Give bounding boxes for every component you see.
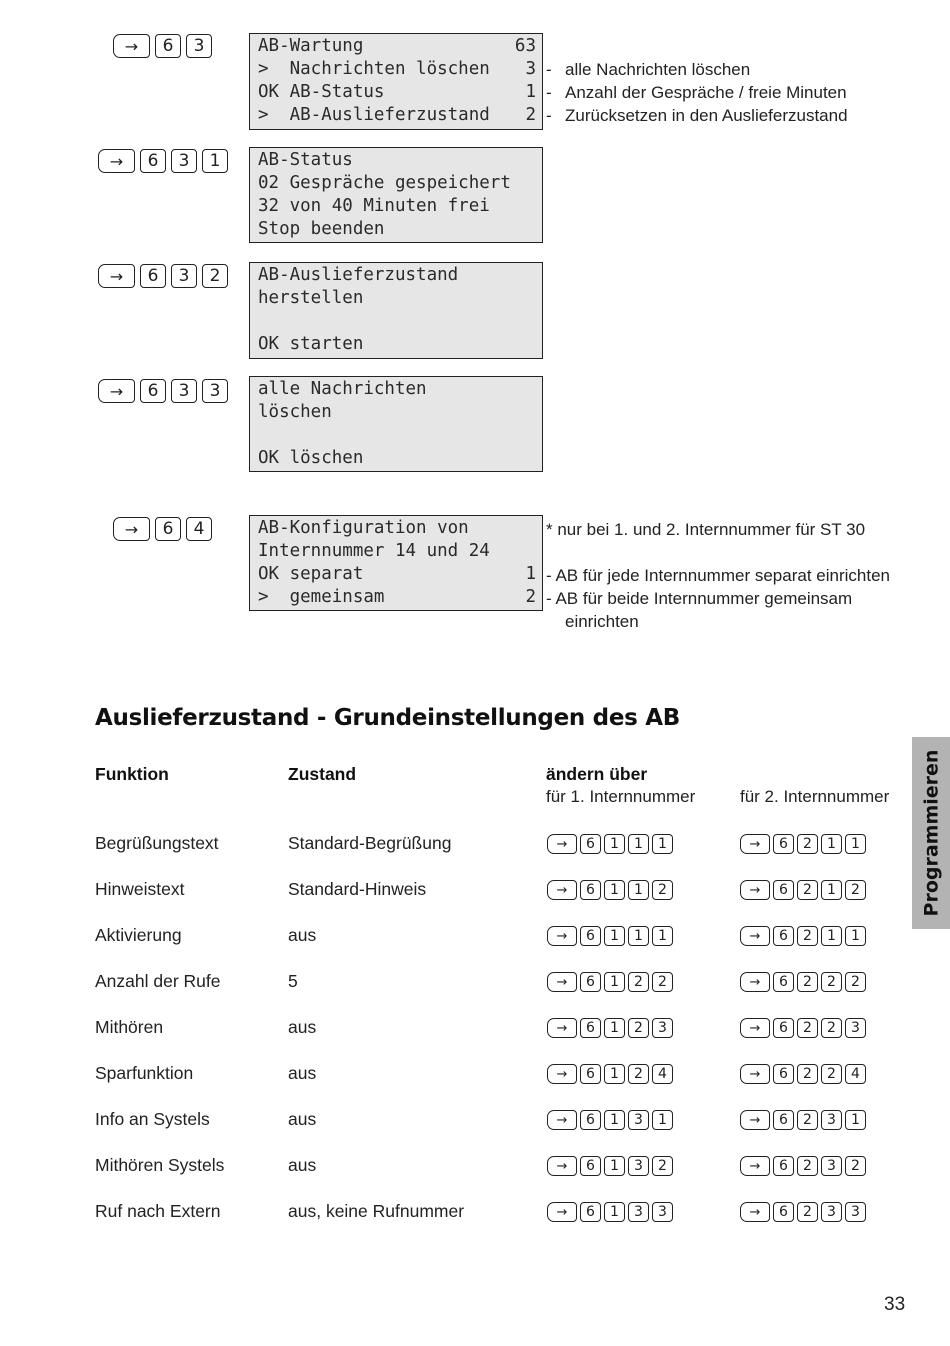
arrow-key-icon: → — [740, 1202, 770, 1222]
digit-key: 6 — [773, 1156, 794, 1176]
digit-key: 6 — [580, 972, 601, 992]
digit-key: 3 — [821, 1202, 842, 1222]
arrow-key-icon: → — [547, 972, 577, 992]
display-line-text: > AB-Auslieferzustand — [258, 105, 490, 125]
note-line — [546, 587, 852, 610]
table-cell-funktion: Begrüßungstext — [95, 833, 219, 853]
lcd-display-nachrichten-loeschen — [249, 376, 543, 472]
key-sequence-keys2 — [740, 1202, 866, 1222]
page-number: 33 — [884, 1294, 906, 1315]
digit-key: 1 — [628, 880, 649, 900]
digit-key: 1 — [628, 926, 649, 946]
note-dash: - — [546, 566, 552, 585]
digit-key: 3 — [821, 1156, 842, 1176]
digit-key: 3 — [171, 379, 197, 403]
display-line-text: OK separat — [258, 564, 364, 584]
digit-key: 1 — [628, 834, 649, 854]
table-cell-funktion: Sparfunktion — [95, 1063, 194, 1083]
note-text: Zurücksetzen in den Auslieferzustand — [565, 106, 848, 125]
key-sequence-keys1 — [547, 1202, 673, 1222]
digit-key: 3 — [628, 1156, 649, 1176]
note-text: AB für beide Internnummer gemeinsam — [555, 589, 853, 608]
display-line-text: Stop beenden — [258, 219, 385, 239]
digit-key: 6 — [773, 1018, 794, 1038]
table-cell-zustand: Standard-Hinweis — [288, 879, 427, 899]
digit-key: 1 — [652, 926, 673, 946]
table-cell-funktion: Ruf nach Extern — [95, 1201, 221, 1221]
key-sequence-6-4 — [113, 517, 212, 541]
display-line-text: 32 von 40 Minuten frei — [258, 196, 490, 216]
digit-key: 3 — [652, 1202, 673, 1222]
display-line — [258, 563, 536, 586]
display-line — [258, 218, 536, 241]
display-line-text: AB-Wartung — [258, 36, 364, 56]
arrow-key-icon: → — [740, 834, 770, 854]
digit-key: 3 — [202, 379, 228, 403]
table-cell-zustand: aus — [288, 1155, 317, 1175]
column-header-zustand: Zustand — [288, 764, 357, 784]
lcd-display-auslieferzustand — [249, 262, 543, 359]
digit-key: 6 — [773, 972, 794, 992]
subheader-intern2: für 2. Internnummer — [740, 787, 890, 806]
arrow-key-icon: → — [740, 1156, 770, 1176]
note-dash: - — [546, 83, 552, 102]
note-dash: - — [546, 60, 552, 79]
digit-key: 4 — [845, 1064, 866, 1084]
display-line — [258, 81, 536, 104]
digit-key: 2 — [797, 880, 818, 900]
digit-key: 1 — [604, 1064, 625, 1084]
key-sequence-keys1 — [547, 880, 673, 900]
display-line — [258, 58, 536, 81]
digit-key: 6 — [773, 1202, 794, 1222]
digit-key: 2 — [821, 1064, 842, 1084]
arrow-key-icon: → — [113, 34, 150, 58]
display-line-text: Internnummer 14 und 24 — [258, 541, 490, 561]
digit-key: 1 — [821, 880, 842, 900]
digit-key: 6 — [580, 1064, 601, 1084]
arrow-key-icon: → — [98, 264, 135, 288]
arrow-key-icon: → — [740, 972, 770, 992]
digit-key: 2 — [797, 834, 818, 854]
digit-key: 6 — [580, 1110, 601, 1130]
digit-key: 1 — [604, 972, 625, 992]
table-cell-zustand: aus — [288, 1017, 317, 1037]
digit-key: 3 — [628, 1110, 649, 1130]
digit-key: 3 — [845, 1018, 866, 1038]
digit-key: 2 — [821, 1018, 842, 1038]
key-sequence-keys2 — [740, 926, 866, 946]
arrow-key-icon: → — [547, 1202, 577, 1222]
display-line-text: herstellen — [258, 288, 364, 308]
display-line-text: 02 Gespräche gespeichert — [258, 173, 511, 193]
display-line — [258, 540, 536, 563]
lcd-display-ab-status — [249, 147, 543, 243]
digit-key: 2 — [628, 1018, 649, 1038]
digit-key: 1 — [652, 834, 673, 854]
digit-key: 1 — [604, 1018, 625, 1038]
display-line-text: > gemeinsam — [258, 587, 385, 607]
key-sequence-keys2 — [740, 1064, 866, 1084]
digit-key: 3 — [821, 1110, 842, 1130]
arrow-key-icon: → — [740, 1064, 770, 1084]
key-sequence-keys1 — [547, 1018, 673, 1038]
digit-key: 6 — [580, 1202, 601, 1222]
key-sequence-keys1 — [547, 834, 673, 854]
display-line — [258, 35, 536, 58]
arrow-key-icon: → — [547, 1064, 577, 1084]
digit-key: 2 — [797, 926, 818, 946]
display-line-text: > Nachrichten löschen — [258, 59, 490, 79]
display-line-value: 2 — [525, 105, 536, 125]
lcd-display-ab-konfiguration — [249, 515, 543, 611]
digit-key: 6 — [140, 264, 166, 288]
display-line-value: 1 — [525, 82, 536, 102]
table-cell-funktion: Hinweistext — [95, 879, 185, 899]
table-cell-funktion: Info an Systels — [95, 1109, 210, 1129]
key-sequence-keys2 — [740, 972, 866, 992]
display-line-text: alle Nachrichten — [258, 379, 427, 399]
key-sequence-keys2 — [740, 1156, 866, 1176]
digit-key: 1 — [604, 1110, 625, 1130]
display-line — [258, 424, 536, 447]
digit-key: 2 — [652, 880, 673, 900]
key-sequence-keys2 — [740, 1110, 866, 1130]
digit-key: 2 — [797, 1018, 818, 1038]
digit-key: 1 — [604, 1202, 625, 1222]
arrow-key-icon: → — [98, 149, 135, 173]
digit-key: 3 — [845, 1202, 866, 1222]
display-line — [258, 310, 536, 333]
note-dash: - — [546, 589, 552, 608]
digit-key: 6 — [773, 880, 794, 900]
subheader-intern1: für 1. Internnummer — [546, 787, 696, 806]
display-line — [258, 172, 536, 195]
digit-key: 2 — [797, 972, 818, 992]
note-line — [546, 58, 750, 81]
digit-key: 2 — [628, 972, 649, 992]
display-line — [258, 401, 536, 424]
table-cell-zustand: aus — [288, 1109, 317, 1129]
side-tab — [912, 737, 950, 929]
digit-key: 2 — [797, 1202, 818, 1222]
digit-key: 1 — [821, 926, 842, 946]
note-dash: - — [546, 106, 552, 125]
key-sequence-6-3-2 — [98, 264, 228, 288]
display-line-text: OK AB-Status — [258, 82, 385, 102]
display-line — [258, 149, 536, 172]
digit-key: 6 — [580, 880, 601, 900]
display-line — [258, 264, 536, 287]
digit-key: 2 — [652, 972, 673, 992]
digit-key: 1 — [845, 926, 866, 946]
table-cell-zustand: aus — [288, 1063, 317, 1083]
display-line — [258, 586, 536, 609]
display-line-text: OK löschen — [258, 448, 364, 468]
digit-key: 4 — [186, 517, 212, 541]
key-sequence-6-3-1 — [98, 149, 228, 173]
table-cell-funktion: Anzahl der Rufe — [95, 971, 221, 991]
arrow-key-icon: → — [547, 1110, 577, 1130]
display-line — [258, 517, 536, 540]
digit-key: 6 — [580, 926, 601, 946]
digit-key: 2 — [845, 880, 866, 900]
display-line-text: AB-Konfiguration von — [258, 518, 469, 538]
digit-key: 1 — [821, 834, 842, 854]
display-line — [258, 195, 536, 218]
arrow-key-icon: → — [740, 1018, 770, 1038]
key-sequence-6-3 — [113, 34, 212, 58]
display-line — [258, 447, 536, 470]
digit-key: 1 — [845, 1110, 866, 1130]
digit-key: 6 — [773, 1064, 794, 1084]
key-sequence-keys1 — [547, 926, 673, 946]
star-note: * nur bei 1. und 2. Internnummer für ST 30 — [546, 520, 866, 539]
display-line-value: 3 — [525, 59, 536, 79]
digit-key: 2 — [797, 1064, 818, 1084]
table-cell-funktion: Mithören — [95, 1017, 164, 1037]
digit-key: 1 — [604, 926, 625, 946]
digit-key: 3 — [628, 1202, 649, 1222]
note-text: alle Nachrichten löschen — [565, 60, 751, 79]
display-line — [258, 104, 536, 127]
display-line — [258, 333, 536, 356]
display-line — [258, 287, 536, 310]
digit-key: 3 — [186, 34, 212, 58]
key-sequence-keys2 — [740, 834, 866, 854]
arrow-key-icon: → — [547, 1156, 577, 1176]
digit-key: 3 — [171, 149, 197, 173]
arrow-key-icon: → — [547, 926, 577, 946]
note-line — [546, 81, 847, 104]
table-cell-zustand: Standard-Begrüßung — [288, 833, 452, 853]
note-line — [546, 564, 890, 587]
digit-key: 2 — [652, 1156, 673, 1176]
lcd-display-ab-wartung — [249, 33, 543, 130]
table-cell-funktion: Aktivierung — [95, 925, 182, 945]
digit-key: 2 — [202, 264, 228, 288]
digit-key: 6 — [580, 1156, 601, 1176]
table-cell-zustand: aus, keine Rufnummer — [288, 1201, 465, 1221]
arrow-key-icon: → — [547, 880, 577, 900]
digit-key: 6 — [580, 834, 601, 854]
note-text: AB für jede Internnummer separat einrichten — [555, 566, 890, 585]
digit-key: 6 — [155, 517, 181, 541]
arrow-key-icon: → — [113, 517, 150, 541]
digit-key: 1 — [604, 880, 625, 900]
digit-key: 2 — [797, 1156, 818, 1176]
display-line-value: 1 — [525, 564, 536, 584]
digit-key: 1 — [604, 834, 625, 854]
digit-key: 6 — [773, 834, 794, 854]
arrow-key-icon: → — [740, 880, 770, 900]
section-title: Auslieferzustand - Grundeinstellungen des AB — [95, 705, 680, 731]
arrow-key-icon: → — [98, 379, 135, 403]
arrow-key-icon: → — [740, 926, 770, 946]
column-header-aendern: ändern über — [546, 764, 648, 784]
digit-key: 6 — [773, 1110, 794, 1130]
key-sequence-keys2 — [740, 1018, 866, 1038]
arrow-key-icon: → — [547, 834, 577, 854]
digit-key: 6 — [140, 379, 166, 403]
digit-key: 2 — [797, 1110, 818, 1130]
digit-key: 2 — [845, 1156, 866, 1176]
note-continuation: einrichten — [565, 612, 639, 631]
key-sequence-keys1 — [547, 1156, 673, 1176]
digit-key: 6 — [155, 34, 181, 58]
note-text: Anzahl der Gespräche / freie Minuten — [565, 83, 847, 102]
side-tab-label: Programmieren — [920, 749, 943, 917]
digit-key: 4 — [652, 1064, 673, 1084]
digit-key: 2 — [821, 972, 842, 992]
display-line-text: AB-Status — [258, 150, 353, 170]
display-line-value: 63 — [514, 36, 536, 56]
digit-key: 6 — [773, 926, 794, 946]
display-line-text: AB-Auslieferzustand — [258, 265, 459, 285]
digit-key: 3 — [652, 1018, 673, 1038]
column-header-funktion: Funktion — [95, 764, 169, 784]
key-sequence-6-3-3 — [98, 379, 228, 403]
digit-key: 2 — [628, 1064, 649, 1084]
display-line-text: OK starten — [258, 334, 364, 354]
key-sequence-keys2 — [740, 880, 866, 900]
display-line-text: löschen — [258, 402, 332, 422]
digit-key: 1 — [202, 149, 228, 173]
key-sequence-keys1 — [547, 1064, 673, 1084]
note-line — [546, 104, 848, 127]
arrow-key-icon: → — [547, 1018, 577, 1038]
digit-key: 2 — [845, 972, 866, 992]
digit-key: 6 — [140, 149, 166, 173]
table-cell-zustand: aus — [288, 925, 317, 945]
digit-key: 6 — [580, 1018, 601, 1038]
digit-key: 1 — [604, 1156, 625, 1176]
digit-key: 3 — [171, 264, 197, 288]
table-cell-zustand: 5 — [288, 971, 298, 991]
digit-key: 1 — [845, 834, 866, 854]
display-line — [258, 378, 536, 401]
display-line-value: 2 — [525, 587, 536, 607]
digit-key: 1 — [652, 1110, 673, 1130]
key-sequence-keys1 — [547, 1110, 673, 1130]
table-cell-funktion: Mithören Systels — [95, 1155, 225, 1175]
arrow-key-icon: → — [740, 1110, 770, 1130]
key-sequence-keys1 — [547, 972, 673, 992]
